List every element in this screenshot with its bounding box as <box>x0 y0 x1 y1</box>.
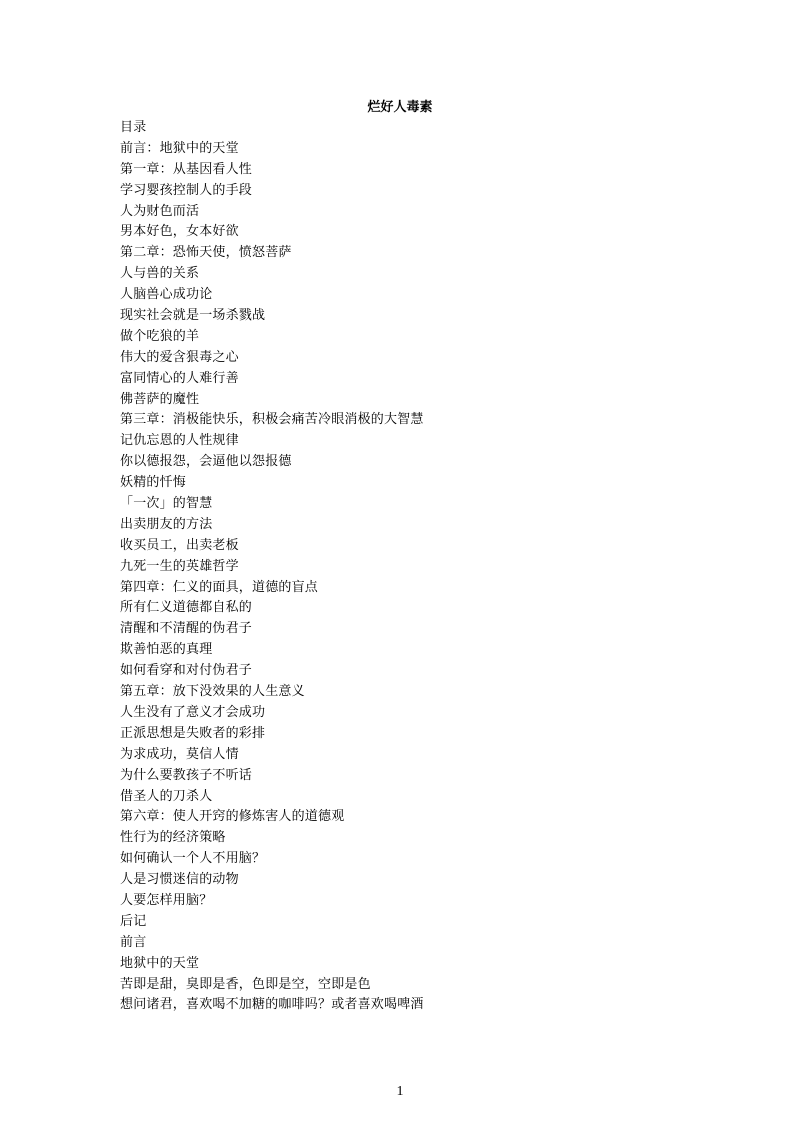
toc-line: 现实社会就是一场杀戮战 <box>120 308 266 324</box>
table-of-contents <box>120 118 424 1016</box>
toc-line: 妖精的忏悔 <box>120 475 187 491</box>
toc-line: 第三章：消极能快乐，积极会痛苦冷眼消极的大智慧 <box>120 412 424 428</box>
toc-line: 做个吃狼的羊 <box>120 328 200 344</box>
toc-line: 人与兽的关系 <box>120 266 200 282</box>
toc-line: 第六章：使人开窍的修炼害人的道德观 <box>120 809 345 825</box>
page-number: 1 <box>396 1084 404 1099</box>
toc-line: 人要怎样用脑？ <box>120 892 213 908</box>
toc-line: 伟大的爱含狠毒之心 <box>120 349 239 365</box>
document-title: 烂好人毒素 <box>367 100 433 115</box>
toc-line: 你以德报怨，会逼他以怨报德 <box>120 454 292 470</box>
toc-line: 记仇忘恩的人性规律 <box>120 433 239 449</box>
toc-line: 人脑兽心成功论 <box>120 287 213 303</box>
toc-line: 清醒和不清醒的伪君子 <box>120 621 253 637</box>
toc-line: 佛菩萨的魔性 <box>120 391 200 407</box>
toc-line: 第四章：仁义的面具，道德的盲点 <box>120 579 319 595</box>
toc-line: 富同情心的人难行善 <box>120 370 239 386</box>
toc-line: 为什么要教孩子不听话 <box>120 767 253 783</box>
toc-line: 第一章：从基因看人性 <box>120 161 253 177</box>
toc-line: 为求成功，莫信人情 <box>120 746 239 762</box>
toc-line: 人是习惯迷信的动物 <box>120 872 239 888</box>
toc-line: 所有仁义道德都自私的 <box>120 600 253 616</box>
toc-line: 「一次」的智慧 <box>120 496 213 512</box>
toc-line: 欺善怕恶的真理 <box>120 642 213 658</box>
toc-line: 如何看穿和对付伪君子 <box>120 663 253 679</box>
toc-line: 人为财色而活 <box>120 203 200 219</box>
toc-line: 苦即是甜，臭即是香，色即是空，空即是色 <box>120 976 371 992</box>
toc-line: 正派思想是失败者的彩排 <box>120 725 266 741</box>
toc-line: 收买员工，出卖老板 <box>120 537 239 553</box>
toc-line: 第五章：放下没效果的人生意义 <box>120 684 305 700</box>
toc-line: 想问诸君，喜欢喝不加糖的咖啡吗？或者喜欢喝啤酒 <box>120 997 424 1013</box>
toc-line: 如何确认一个人不用脑？ <box>120 851 266 867</box>
toc-line: 出卖朋友的方法 <box>120 516 213 532</box>
toc-line: 地狱中的天堂 <box>120 955 200 971</box>
toc-line: 第二章：恐怖天使，愤怒菩萨 <box>120 245 292 261</box>
toc-line: 性行为的经济策略 <box>120 830 226 846</box>
toc-line: 后记 <box>120 913 147 929</box>
toc-line: 前言 <box>120 934 147 950</box>
toc-line: 借圣人的刀杀人 <box>120 788 213 804</box>
toc-line: 前言：地狱中的天堂 <box>120 140 239 156</box>
toc-line: 男本好色，女本好欲 <box>120 224 239 240</box>
toc-line: 人生没有了意义才会成功 <box>120 704 266 720</box>
toc-heading: 目录 <box>120 120 147 135</box>
toc-line: 九死一生的英雄哲学 <box>120 558 239 574</box>
toc-line: 学习婴孩控制人的手段 <box>120 182 253 198</box>
